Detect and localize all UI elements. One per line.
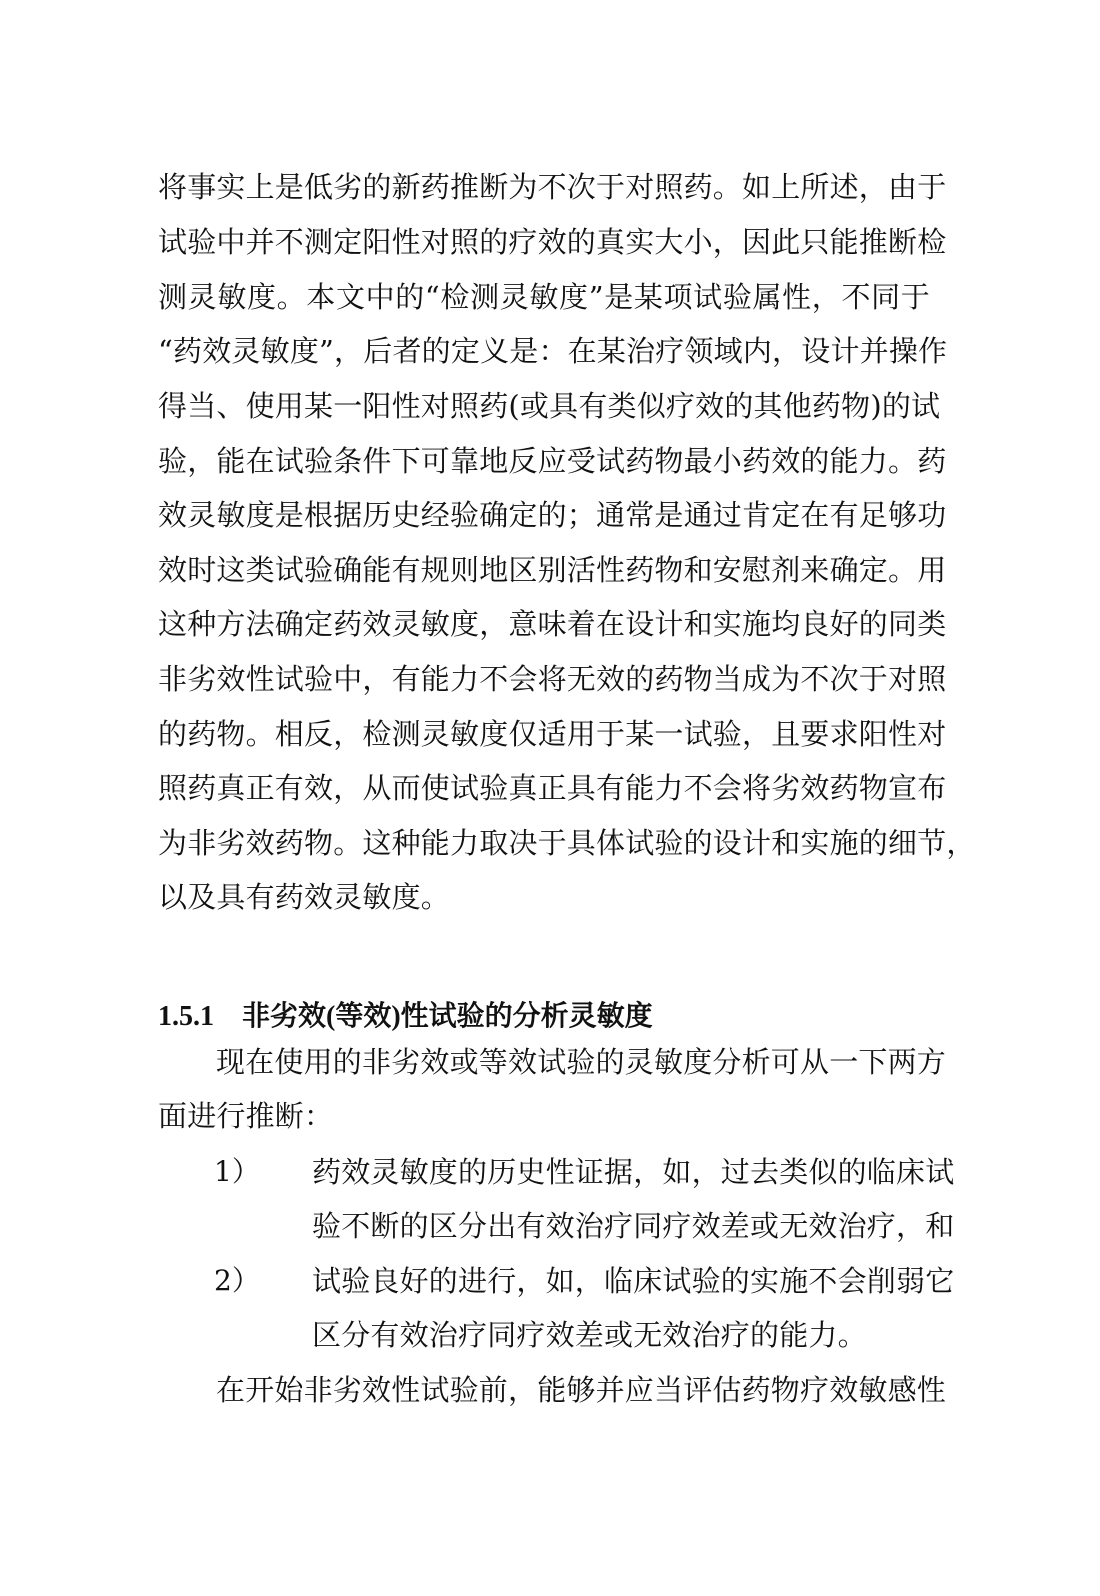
paragraph-line: 测灵敏度。本文中的“检测灵敏度”是某项试验属性，不同于 (158, 280, 930, 314)
paragraph-line: 的药物。相反，检测灵敏度仅适用于某一试验，且要求阳性对 (158, 717, 947, 751)
paragraph-line: 在开始非劣效性试验前，能够并应当评估药物疗效敏感性 (216, 1373, 947, 1407)
list-item-line: 药效灵敏度的历史性证据，如，过去类似的临床试 (312, 1155, 955, 1189)
list-item-line: 试验良好的进行，如，临床试验的实施不会削弱它 (312, 1264, 955, 1298)
paragraph-line: 效灵敏度是根据历史经验确定的；通常是通过肯定在有足够功 (158, 498, 947, 532)
list-item-line: 区分有效治疗同疗效差或无效治疗的能力。 (312, 1318, 867, 1352)
list-item-line: 验不断的区分出有效治疗同疗效差或无效治疗，和 (312, 1209, 955, 1243)
paragraph-line: 将事实上是低劣的新药推断为不次于对照药。如上所述，由于 (158, 170, 947, 204)
paragraph-line: 为非劣效药物。这种能力取决于具体试验的设计和实施的细节， (158, 826, 976, 860)
paragraph-line: 现在使用的非劣效或等效试验的灵敏度分析可从一下两方 (216, 1045, 947, 1079)
paragraph-line: 试验中并不测定阳性对照的疗效的真实大小，因此只能推断检 (158, 225, 947, 259)
paragraph-line: 照药真正有效，从而使试验真正具有能力不会将劣效药物宣布 (158, 771, 947, 805)
paragraph-line: 验，能在试验条件下可靠地反应受试药物最小药效的能力。药 (158, 444, 947, 478)
section-number: 1.5.1 (158, 1001, 214, 1032)
paragraph-line: 得当、使用某一阳性对照药(或具有类似疗效的其他药物)的试 (158, 389, 941, 423)
paragraph-line: 面进行推断： (158, 1099, 334, 1133)
paragraph-line: 这种方法确定药效灵敏度，意味着在设计和实施均良好的同类 (158, 607, 947, 641)
list-item-marker: 2） (214, 1264, 260, 1297)
paragraph-line: 以及具有药效灵敏度。 (158, 880, 451, 914)
paragraph-line: 效时这类试验确能有规则地区别活性药物和安慰剂来确定。用 (158, 553, 947, 587)
section-heading (158, 997, 653, 1037)
paragraph-line: 非劣效性试验中，有能力不会将无效的药物当成为不次于对照 (158, 662, 947, 696)
section-title: 非劣效(等效)性试验的分析灵敏度 (242, 1001, 653, 1032)
list-item-marker: 1） (214, 1155, 260, 1188)
paragraph-line: “药效灵敏度”，后者的定义是：在某治疗领域内，设计并操作 (158, 334, 948, 368)
